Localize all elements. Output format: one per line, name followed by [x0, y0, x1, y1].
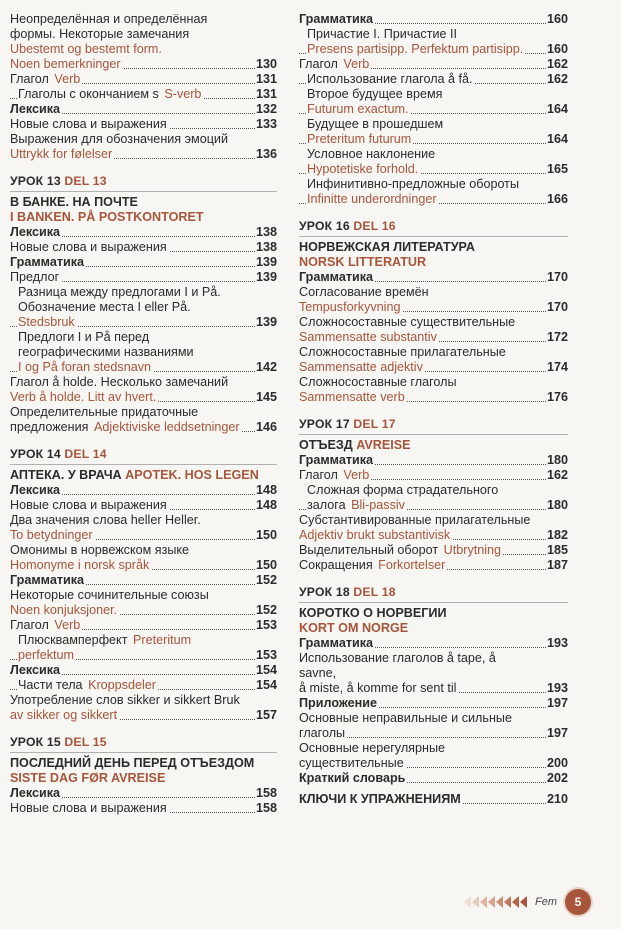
toc-entry[interactable]	[10, 405, 277, 435]
toc-entry[interactable]	[10, 132, 277, 162]
page-number: 164	[546, 102, 568, 116]
norwegian-text: Presens partisipp. Perfektum partisipp.	[307, 42, 524, 56]
norwegian-text: I BANKEN. PÅ POSTKONTORET	[10, 210, 204, 224]
page-number: 154	[255, 663, 277, 677]
toc-entry[interactable]	[299, 87, 568, 117]
russian-text: глаголы	[299, 726, 346, 740]
toc-entry[interactable]	[10, 801, 277, 816]
toc-entry-text	[299, 792, 568, 807]
lesson-title	[10, 468, 277, 483]
toc-entry-text	[299, 57, 568, 72]
lesson-number	[10, 447, 277, 462]
russian-text: Второе будущее время	[307, 87, 443, 101]
arrow-icon	[488, 896, 495, 908]
toc-entry-text	[18, 87, 277, 102]
page-number: 162	[546, 72, 568, 86]
page-number: 185	[546, 543, 568, 557]
norwegian-text: Homonyme i norsk språk	[10, 558, 150, 572]
toc-entry-text	[10, 240, 277, 255]
toc-entry[interactable]	[299, 741, 568, 771]
page-number: 150	[255, 528, 277, 542]
norwegian-text: av sikker og sikkert	[10, 708, 118, 722]
page-number: 138	[255, 240, 277, 254]
toc-entry[interactable]	[299, 636, 568, 651]
russian-text: Использование глаголов å tape, å savne,	[299, 651, 496, 680]
toc-entry[interactable]	[10, 240, 277, 255]
norwegian-text: Futurum exactum.	[307, 102, 409, 116]
toc-entry[interactable]	[10, 678, 277, 693]
lesson-header	[299, 219, 568, 270]
lesson-header	[10, 735, 277, 786]
norwegian-text: APOTEK. HOS LEGEN	[125, 468, 259, 482]
lesson-number-ru: УРОК 15	[10, 735, 61, 749]
page-number: 150	[255, 558, 277, 572]
toc-entry-text	[18, 330, 277, 375]
page-number: 148	[255, 483, 277, 497]
norwegian-text: Preteritum perfektum	[18, 633, 192, 662]
russian-text: Грамматика	[10, 573, 85, 587]
page-number: 164	[546, 132, 568, 146]
toc-entry[interactable]	[299, 270, 568, 285]
norwegian-text: Sammensatte verb	[299, 390, 405, 404]
arrow-icon	[472, 896, 479, 908]
toc-entry[interactable]	[299, 375, 568, 405]
page-number: 197	[546, 696, 568, 710]
russian-text: Новые слова и выражения	[10, 240, 167, 254]
page-number: 131	[255, 87, 277, 101]
lesson-divider	[10, 464, 277, 465]
norwegian-text: Adjektiviske leddsetninger	[94, 420, 240, 434]
lesson-header	[10, 447, 277, 483]
russian-text: Предлоги I и På перед	[18, 330, 150, 344]
norwegian-text: Verb å holde. Litt av hvert.	[10, 390, 157, 404]
page-number: 132	[255, 102, 277, 116]
norwegian-text: Kroppsdeler	[88, 678, 156, 692]
page-footer	[464, 889, 591, 915]
toc-entry[interactable]	[299, 285, 568, 315]
toc-entry-text	[10, 72, 277, 87]
russian-text: Глагол	[299, 57, 342, 71]
toc-entry-text	[299, 468, 568, 483]
toc-entry-text	[299, 636, 568, 651]
russian-text: Глагол	[299, 468, 342, 482]
lesson-number-ru: УРОК 13	[10, 174, 61, 188]
toc-entry-text	[10, 786, 277, 801]
page-number: 158	[255, 786, 277, 800]
russian-text: Грамматика	[299, 636, 374, 650]
russian-text: КЛЮЧИ К УПРАЖНЕНИЯМ	[299, 792, 461, 806]
norwegian-text: Verb	[343, 57, 370, 71]
toc-entry[interactable]	[10, 270, 277, 285]
toc-entry-text	[10, 225, 277, 240]
toc-entry[interactable]	[299, 12, 568, 27]
norwegian-text: Bli-passiv	[351, 498, 405, 512]
lesson-header	[299, 585, 568, 636]
norwegian-text: Stedsbruk	[18, 315, 75, 329]
page-number: 210	[546, 792, 568, 806]
toc-entry[interactable]	[10, 375, 277, 405]
russian-text: Разница между предлогами I и På.	[18, 285, 221, 299]
toc-entry[interactable]	[10, 72, 277, 87]
toc-entry[interactable]	[10, 588, 277, 618]
toc-entry[interactable]	[299, 792, 568, 807]
toc-entry-text	[10, 663, 277, 678]
russian-text: географическими названиями	[18, 345, 194, 359]
russian-text: ПОСЛЕДНИЙ ДЕНЬ ПЕРЕД ОТЪЕЗДОМ	[10, 756, 255, 770]
page-number: 154	[255, 678, 277, 692]
russian-text: АПТЕКА. У ВРАЧА	[10, 468, 126, 482]
norwegian-text: NORSK LITTERATUR	[299, 255, 427, 269]
russian-text: КОРОТКО О НОРВЕГИИ	[299, 606, 447, 620]
russian-text: формы. Некоторые замечания	[10, 27, 190, 41]
arrow-icon	[512, 896, 519, 908]
lesson-number-ru: УРОК 14	[10, 447, 61, 461]
toc-entry[interactable]	[10, 786, 277, 801]
arrow-icon	[480, 896, 487, 908]
toc-entry[interactable]	[299, 345, 568, 375]
russian-text: Глагол å holde. Несколько замечаний	[10, 375, 229, 389]
russian-text: НОРВЕЖСКАЯ ЛИТЕРАТУРА	[299, 240, 475, 254]
lesson-number-no: DEL 13	[64, 174, 107, 188]
toc-entry-text	[299, 771, 568, 786]
toc-entry-text	[299, 270, 568, 285]
page-number: 139	[255, 315, 277, 329]
page-number: 193	[546, 636, 568, 650]
toc-entry[interactable]	[299, 72, 568, 87]
toc-entry[interactable]	[299, 651, 568, 696]
page-number: 174	[546, 360, 568, 374]
page-number: 166	[546, 192, 568, 206]
norwegian-text: Hypotetiske forhold.	[307, 162, 419, 176]
russian-text: Причастие I. Причастие II	[307, 27, 458, 41]
norwegian-text: Sammensatte adjektiv	[299, 360, 423, 374]
page-number: 160	[546, 42, 568, 56]
russian-text: Глагол	[10, 72, 53, 86]
russian-text: Части тела	[18, 678, 87, 692]
russian-text: Глагол	[10, 618, 53, 632]
russian-text: В БАНКЕ. НА ПОЧТЕ	[10, 195, 138, 209]
norwegian-text: Preteritum futurum	[307, 132, 412, 146]
toc-entry[interactable]	[10, 87, 277, 102]
toc-entry[interactable]	[299, 711, 568, 741]
norwegian-text: Sammensatte substantiv	[299, 330, 437, 344]
russian-text: Сложносоставные прилагательные	[299, 345, 506, 359]
lesson-number-ru: УРОК 18	[299, 585, 350, 599]
norwegian-text: To betydninger	[10, 528, 93, 542]
lesson-header	[299, 417, 568, 453]
page-number: 152	[255, 603, 277, 617]
russian-text: Инфинитивно-предложные обороты	[307, 177, 519, 191]
lesson-title	[299, 438, 568, 453]
toc-entry-text	[10, 12, 277, 72]
toc-entry[interactable]	[10, 663, 277, 678]
lesson-number-no: DEL 15	[64, 735, 107, 749]
arrow-icon	[496, 896, 503, 908]
russian-text: существительные	[299, 756, 404, 770]
russian-text: Сокращения	[299, 558, 377, 572]
norwegian-text: Verb	[343, 468, 370, 482]
russian-text: Грамматика	[10, 255, 85, 269]
page-number-badge: 5	[565, 889, 591, 915]
toc-entry[interactable]	[299, 177, 568, 207]
page-number: 172	[546, 330, 568, 344]
toc-entry-text	[299, 558, 568, 573]
page-number: 165	[546, 162, 568, 176]
russian-text: Грамматика	[299, 12, 374, 26]
norwegian-text: Verb	[54, 618, 81, 632]
page-number: 138	[255, 225, 277, 239]
toc-column-left	[10, 12, 277, 816]
page-number: 152	[255, 573, 277, 587]
page-number: 170	[546, 300, 568, 314]
lesson-number-no: DEL 18	[353, 585, 396, 599]
russian-text: Определительные придаточные	[10, 405, 199, 419]
page-number: 158	[255, 801, 277, 815]
russian-text: Два значения слова heller Heller.	[10, 513, 201, 527]
russian-text: Лексика	[10, 663, 61, 677]
russian-text: Сложносоставные существительные	[299, 315, 516, 329]
toc-entry-text	[10, 498, 277, 513]
page-number: 202	[546, 771, 568, 785]
page-number: 130	[255, 57, 277, 71]
toc-entry[interactable]	[10, 102, 277, 117]
toc-entry[interactable]	[10, 633, 277, 663]
russian-text: Использование глагола å få.	[307, 72, 473, 86]
toc-entry-text	[299, 453, 568, 468]
toc-entry[interactable]	[10, 285, 277, 330]
russian-text: Лексика	[10, 225, 61, 239]
page-number: 193	[546, 681, 568, 695]
russian-text: Лексика	[10, 102, 61, 116]
russian-text: Краткий словарь	[299, 771, 406, 785]
lesson-divider	[10, 752, 277, 753]
russian-text: Лексика	[10, 786, 61, 800]
toc-entry-text	[10, 573, 277, 588]
toc-entry-text	[299, 696, 568, 711]
toc-entry-text	[10, 255, 277, 270]
toc-entry[interactable]	[299, 453, 568, 468]
toc-entry[interactable]	[10, 483, 277, 498]
page-number: 197	[546, 726, 568, 740]
toc-entry[interactable]	[10, 330, 277, 375]
lesson-number-ru: УРОК 16	[299, 219, 350, 233]
russian-text: Сложная форма страдательного	[307, 483, 499, 497]
page-number: 170	[546, 270, 568, 284]
page-number: 133	[255, 117, 277, 131]
page-number: 187	[546, 558, 568, 572]
arrow-icon	[520, 896, 527, 908]
russian-text: Согласование времён	[299, 285, 429, 299]
russian-text: предложения	[10, 420, 92, 434]
lesson-number	[299, 417, 568, 432]
page-number: 142	[255, 360, 277, 374]
toc-entry[interactable]	[299, 771, 568, 786]
russian-text: Неопределённая и определённая	[10, 12, 208, 26]
toc-entry-text	[10, 405, 277, 435]
toc-entry[interactable]	[10, 543, 277, 573]
norwegian-text: SISTE DAG FØR AVREISE	[10, 771, 166, 785]
russian-text: Будущее в прошедшем	[307, 117, 444, 131]
lesson-number-ru: УРОК 17	[299, 417, 350, 431]
russian-text: Глаголы с окончанием s	[18, 87, 163, 101]
lesson-title	[299, 606, 568, 636]
toc-entry[interactable]	[299, 513, 568, 543]
toc-entry[interactable]	[299, 117, 568, 147]
toc-entry[interactable]	[299, 315, 568, 345]
page-number: 162	[546, 57, 568, 71]
toc-entry[interactable]	[299, 27, 568, 57]
toc-entry-text	[10, 270, 277, 285]
page-number: 131	[255, 72, 277, 86]
lesson-divider	[10, 191, 277, 192]
norwegian-text: Ubestemt og bestemt form.	[10, 42, 162, 56]
lesson-number	[299, 585, 568, 600]
page-number: 146	[255, 420, 277, 434]
page-number: 148	[255, 498, 277, 512]
arrow-icon	[504, 896, 511, 908]
toc-entry-text	[18, 285, 277, 330]
page-number: 200	[546, 756, 568, 770]
lesson-number	[299, 219, 568, 234]
russian-text: Основные нерегулярные	[299, 741, 446, 755]
page-number: 139	[255, 255, 277, 269]
toc-entry[interactable]	[10, 618, 277, 633]
toc-entry[interactable]	[10, 498, 277, 513]
page-number: 180	[546, 453, 568, 467]
toc-entry[interactable]	[299, 147, 568, 177]
toc-entry-text	[299, 12, 568, 27]
norwegian-text: Noen bemerkninger	[10, 57, 121, 71]
russian-text: Выражения для обозначения эмоций	[10, 132, 228, 146]
russian-text: Приложение	[299, 696, 377, 710]
norwegian-text: AVREISE	[356, 438, 411, 452]
toc-entry[interactable]	[299, 558, 568, 573]
lesson-title	[10, 756, 277, 786]
toc-entry[interactable]	[299, 696, 568, 711]
page-number: 160	[546, 12, 568, 26]
decorative-arrows-icon	[464, 896, 527, 908]
norwegian-text: I og På foran stedsnavn	[18, 360, 152, 374]
page-number: 136	[255, 147, 277, 161]
russian-text: Субстантивированные прилагательные	[299, 513, 531, 527]
page-number: 153	[255, 618, 277, 632]
lesson-divider	[299, 434, 568, 435]
page-number: 180	[546, 498, 568, 512]
lesson-title	[299, 240, 568, 270]
russian-text: Выделительный оборот	[299, 543, 442, 557]
lesson-number-no: DEL 14	[64, 447, 107, 461]
norwegian-text: Uttrykk for følelser	[10, 147, 113, 161]
page-number: 157	[255, 708, 277, 722]
toc-entry[interactable]	[299, 543, 568, 558]
lesson-number	[10, 735, 277, 750]
toc-entry-text	[18, 678, 277, 693]
toc-entry-text	[10, 801, 277, 816]
norwegian-text: KORT OM NORGE	[299, 621, 409, 635]
toc-entry-text	[10, 117, 277, 132]
russian-text: Употребление слов sikker и sikkert Bruk	[10, 693, 240, 707]
russian-text: Новые слова и выражения	[10, 498, 167, 512]
toc-entry-text	[299, 651, 568, 696]
toc-entry[interactable]	[10, 117, 277, 132]
toc-entry-text	[299, 543, 568, 558]
russian-text: Новые слова и выражения	[10, 117, 167, 131]
toc-entry-text	[10, 102, 277, 117]
toc-entry[interactable]	[10, 693, 277, 723]
toc-entry-text	[10, 618, 277, 633]
norwegian-text: Forkortelser	[378, 558, 446, 572]
russian-text: Условное наклонение	[307, 147, 436, 161]
page-number: 145	[255, 390, 277, 404]
norwegian-text: S-verb	[164, 87, 202, 101]
toc-entry-text	[307, 72, 568, 87]
toc-entry-text	[10, 483, 277, 498]
arrow-icon	[464, 896, 471, 908]
norwegian-text: Utbrytning	[443, 543, 502, 557]
toc-entry[interactable]	[299, 57, 568, 72]
toc-entry[interactable]	[10, 255, 277, 270]
norwegian-text: Tempusforkyvning	[299, 300, 401, 314]
russian-text: Лексика	[10, 483, 61, 497]
russian-text: ОТЪЕЗД	[299, 438, 357, 452]
russian-text: å miste, å komme for sent til	[299, 681, 457, 695]
page-number: 162	[546, 468, 568, 482]
toc-entry[interactable]	[299, 483, 568, 513]
page-number: 139	[255, 270, 277, 284]
lesson-number-no: DEL 16	[353, 219, 396, 233]
toc-entry[interactable]	[10, 12, 277, 72]
lesson-title	[10, 195, 277, 225]
footer-page-word: Fem	[535, 895, 557, 908]
lesson-number	[10, 174, 277, 189]
norwegian-text: Noen konjuksjoner.	[10, 603, 118, 617]
toc-column-right	[299, 12, 568, 807]
russian-text: Сложносоставные глаголы	[299, 375, 457, 389]
page-number: 176	[546, 390, 568, 404]
toc-entry[interactable]	[10, 225, 277, 240]
page-number: 182	[546, 528, 568, 542]
page-number: 153	[255, 648, 277, 662]
russian-text: Новые слова и выражения	[10, 801, 167, 815]
russian-text: Плюсквамперфект	[18, 633, 131, 647]
norwegian-text: Infinitte underordninger	[307, 192, 437, 206]
norwegian-text: Verb	[54, 72, 81, 86]
toc-entry[interactable]	[10, 573, 277, 588]
russian-text: Омонимы в норвежском языке	[10, 543, 190, 557]
russian-text: Грамматика	[299, 453, 374, 467]
lesson-divider	[299, 602, 568, 603]
toc-entry[interactable]	[299, 468, 568, 483]
russian-text: Обозначение места I eller På.	[18, 300, 191, 314]
norwegian-text: Adjektiv brukt substantivisk	[299, 528, 451, 542]
lesson-header	[10, 174, 277, 225]
russian-text: Предлог	[10, 270, 60, 284]
russian-text: залога	[307, 498, 350, 512]
lesson-divider	[299, 236, 568, 237]
russian-text: Грамматика	[299, 270, 374, 284]
toc-entry[interactable]	[10, 513, 277, 543]
russian-text: Основные неправильные и сильные	[299, 711, 512, 725]
lesson-number-no: DEL 17	[353, 417, 396, 431]
russian-text: Некоторые сочинительные союзы	[10, 588, 209, 602]
